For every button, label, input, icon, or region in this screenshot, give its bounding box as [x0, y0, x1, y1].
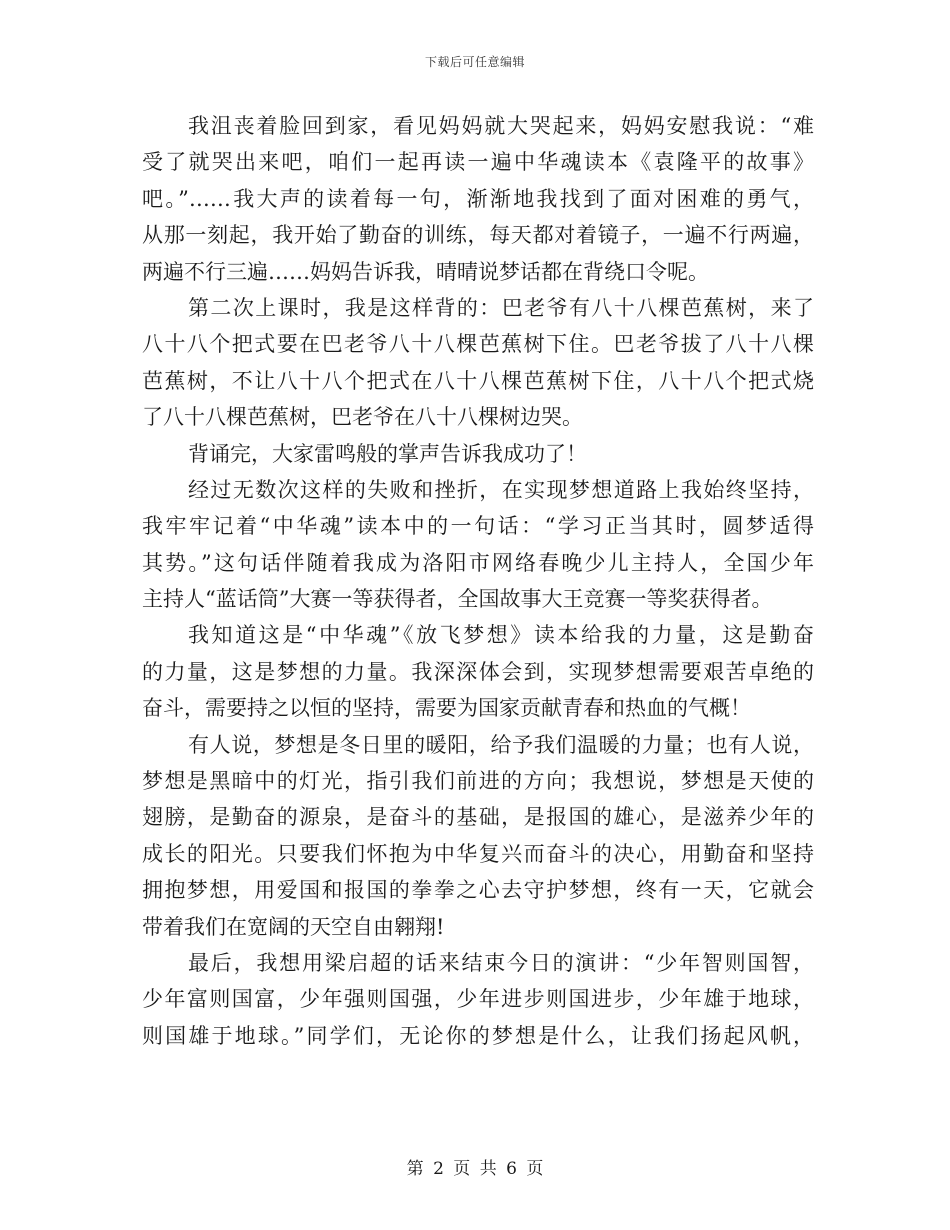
paragraph	[142, 290, 814, 436]
paragraph	[142, 727, 814, 945]
page-number-footer: 第 2 页 共 6 页	[406, 1159, 544, 1179]
text-line: 八十八个把式要在巴老爷八十八棵芭蕉树下住。巴老爷拔了八十八棵	[142, 332, 814, 357]
text-line: 奋斗，需要持之以恒的坚持，需要为国家贡献青春和热血的气概！	[142, 696, 751, 721]
text-line: 翅膀，是勤奋的源泉，是奋斗的基础，是报国的雄心，是滋养少年的	[142, 805, 814, 830]
paragraph	[142, 617, 814, 726]
text-line: 少年富则国富，少年强则国强，少年进步则国进步，少年雄于地球，	[142, 987, 814, 1012]
text-line: 第二次上课时，我是这样背的：巴老爷有八十八棵芭蕉树，来了	[188, 295, 814, 320]
text-line: 主持人“蓝话筒”大赛一等获得者，全国故事大王竞赛一等奖获得者。	[142, 587, 773, 612]
text-line: 受了就哭出来吧，咱们一起再读一遍中华魂读本《袁隆平的故事》	[142, 150, 814, 175]
document-body	[142, 108, 814, 1054]
text-line: 最后，我想用梁启超的话来结束今日的演讲：“少年智则国智，	[188, 950, 814, 975]
paragraph	[142, 108, 814, 290]
text-line: 经过无数次这样的失败和挫折，在实现梦想道路上我始终坚持，	[188, 477, 814, 502]
text-line: 其势。”这句话伴随着我成为洛阳市网络春晚少儿主持人，全国少年	[142, 550, 814, 575]
paragraph	[142, 436, 814, 472]
text-line: 我知道这是“中华魂”《放飞梦想》读本给我的力量，这是勤奋	[188, 623, 814, 648]
text-line: 两遍不行三遍……妈妈告诉我，晴晴说梦话都在背绕口令呢。	[142, 259, 709, 284]
text-line: 有人说，梦想是冬日里的暖阳，给予我们温暖的力量；也有人说，	[188, 732, 814, 757]
text-line: 背诵完，大家雷鸣般的掌声告诉我成功了！	[188, 441, 587, 466]
text-line: 拥抱梦想，用爱国和报国的拳拳之心去守护梦想，终有一天，它就会	[142, 878, 814, 903]
text-line: 从那一刻起，我开始了勤奋的训练，每天都对着镜子，一遍不行两遍，	[142, 223, 814, 248]
text-line: 了八十八棵芭蕉树，巴老爷在八十八棵树边哭。	[142, 405, 583, 430]
page-header: 下载后可任意编辑	[424, 55, 525, 69]
paragraph	[142, 472, 814, 618]
text-line: 的力量，这是梦想的力量。我深深体会到，实现梦想需要艰苦卓绝的	[142, 659, 814, 684]
text-line: 我沮丧着脸回到家，看见妈妈就大哭起来，妈妈安慰我说：“难	[188, 114, 814, 138]
text-line: 则国雄于地球。”同学们，无论你的梦想是什么，让我们扬起风帆，	[142, 1023, 814, 1048]
text-line: 成长的阳光。只要我们怀抱为中华复兴而奋斗的决心，用勤奋和坚持	[142, 841, 814, 866]
text-line: 吧。”……我大声的读着每一句，渐渐地我找到了面对困难的勇气，	[142, 186, 814, 211]
text-line: 梦想是黑暗中的灯光，指引我们前进的方向；我想说，梦想是天使的	[142, 769, 814, 794]
paragraph	[142, 945, 814, 1054]
text-line: 带着我们在宽阔的天空自由翱翔!	[142, 914, 445, 939]
text-line: 我牢牢记着“中华魂”读本中的一句话：“学习正当其时，圆梦适得	[142, 514, 814, 539]
text-line: 芭蕉树，不让八十八个把式在八十八棵芭蕉树下住，八十八个把式烧	[142, 368, 814, 393]
